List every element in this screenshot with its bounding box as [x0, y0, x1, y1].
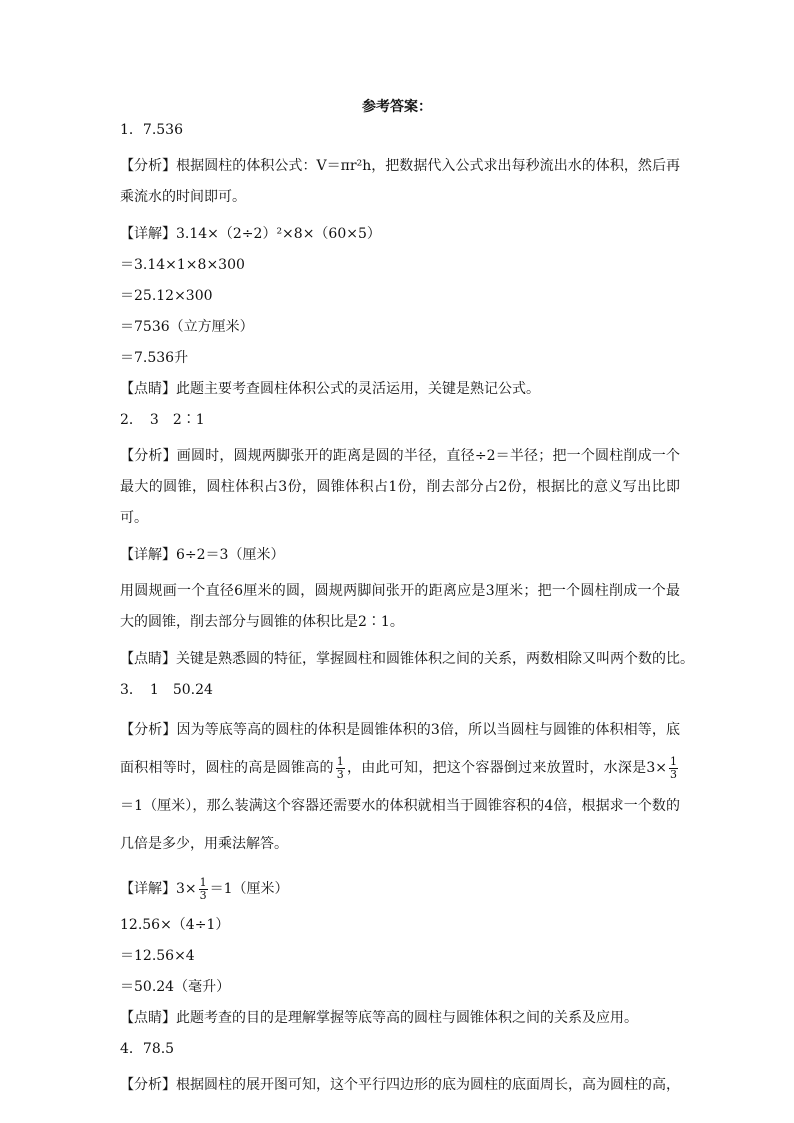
q2-number: 2． 3 2∶1 [120, 412, 205, 428]
q1-step: ＝25.12×300 [120, 288, 213, 304]
q1-number: 1．7.536 [120, 122, 183, 138]
q3-comment: 【点睛】此题考查的目的是理解掌握等底等高的圆柱与圆锥体积之间的关系及应用。 [120, 1010, 638, 1026]
q3-analysis [120, 711, 680, 863]
q4-number: 4．78.5 [120, 1041, 175, 1057]
q3-analysis-part-b: ，由此可知，把这个容器倒过来放置时，水深是3× [346, 760, 667, 776]
q3-analysis-part-c: ＝1（厘米），那么装满这个容器还需要水的体积就相当于圆锥容积的4倍，根据求一个数的几倍是多少，用乘法解答。 [120, 798, 680, 852]
q2-analysis: 【分析】画圆时，圆规两脚张开的距离是圆的半径，直径÷2＝半径；把一个圆柱削成一个最大的圆锥，圆柱体积占3份，圆锥体积占1份，削去部分占2份，根据比的意义写出比即可。 [120, 448, 680, 526]
fraction-one-third: $\frac{1}{3}$ [670, 754, 677, 781]
q4-analysis: 【分析】根据圆柱的展开图可知，这个平行四边形的底为圆柱的底面周长，高为圆柱的高， [120, 1077, 680, 1093]
q1-step: ＝7.536升 [120, 350, 189, 366]
q3-detail-part-a: 【详解】3× [120, 881, 197, 897]
q3-step: ＝50.24（毫升） [120, 979, 231, 995]
page-title: 参考答案： [362, 99, 432, 115]
q1-step: ＝3.14×1×8×300 [120, 257, 245, 273]
fraction-one-third: $\frac{1}{3}$ [336, 754, 344, 781]
q3-detail [120, 874, 680, 904]
q1-comment: 【点睛】此题主要考查圆柱体积公式的灵活运用，关键是熟记公式。 [120, 381, 540, 397]
fraction-one-third: $\frac{1}{3}$ [199, 875, 207, 902]
q3-step: 12.56×（4÷1） [120, 917, 230, 933]
answer-content [120, 120, 694, 1101]
q3-step: ＝12.56×4 [120, 948, 195, 964]
q3-number: 3． 1 50.24 [120, 682, 213, 698]
q2-explain: 用圆规画一个直径6厘米的圆，圆规两脚间张开的距离应是3厘米；把一个圆柱削成一个最大的圆锥，削去部分与圆锥的体积比是2∶1。 [120, 583, 680, 630]
q3-detail-part-b: ＝1（厘米） [209, 881, 289, 897]
q2-detail: 【详解】6÷2＝3（厘米） [120, 547, 285, 563]
q3-analysis-part-a: 【分析】因为等底等高的圆柱的体积是圆锥体积的3倍，所以当圆柱与圆锥的体积相等，底面积相等时，圆柱的高是圆锥高的 [120, 722, 680, 776]
q1-step: ＝7536（立方厘米） [120, 319, 254, 335]
q2-comment: 【点睛】关键是熟悉圆的特征，掌握圆柱和圆锥体积之间的关系，两数相除又叫两个数的比。 [120, 651, 694, 667]
q1-detail: 【详解】3.14×（2÷2）²×8×（60×5） [120, 226, 381, 242]
q1-analysis: 【分析】根据圆柱的体积公式：V＝πr²h，把数据代入公式求出每秒流出水的体积，然后再乘流水的时间即可。 [120, 158, 680, 205]
